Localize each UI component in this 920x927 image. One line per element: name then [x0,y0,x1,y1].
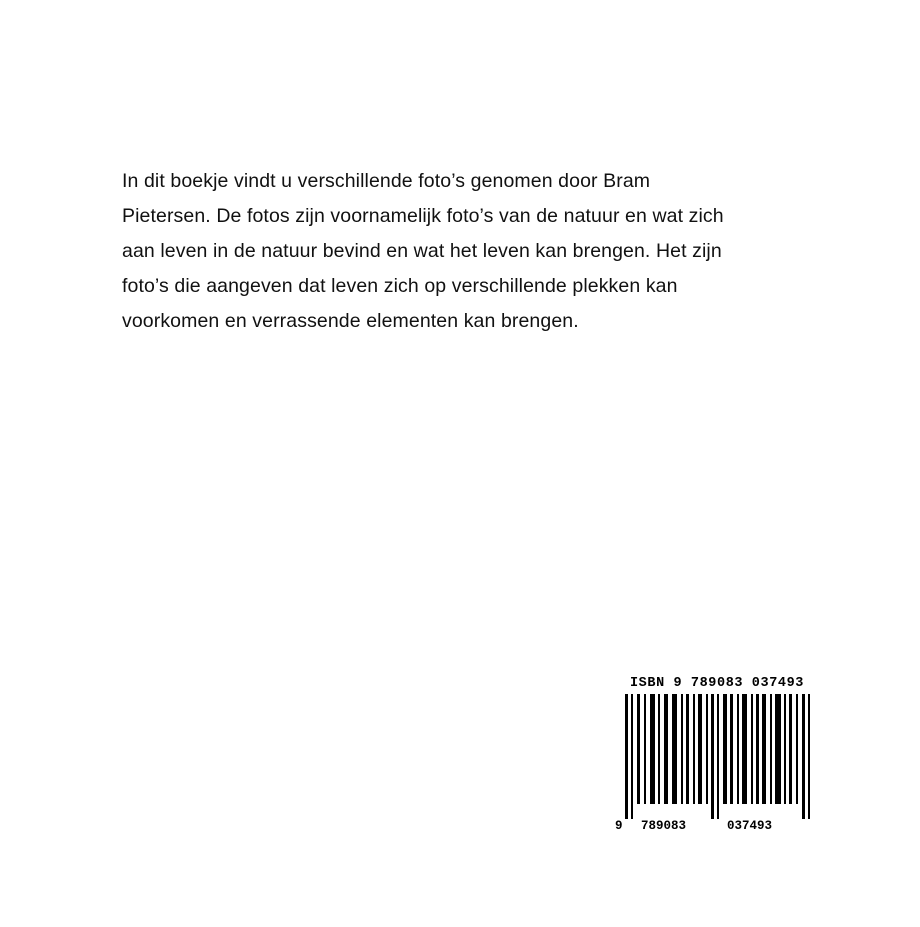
barcode-bar [796,694,798,804]
barcode-bar [625,694,628,819]
barcode-bar [681,694,683,804]
barcode-bar [742,694,747,804]
barcode-bar [658,694,660,804]
barcode-bar [737,694,739,804]
barcode-bar [789,694,792,804]
isbn-top-label: ISBN 9 789083 037493 [629,676,805,691]
barcode-bar [631,694,633,819]
barcode-bar [644,694,646,804]
barcode-bar [762,694,766,804]
barcode-bar [637,694,640,804]
barcode-bar [717,694,719,819]
barcode-bar [706,694,708,804]
barcode-bar [730,694,733,804]
isbn-barcode [615,676,819,837]
barcode-digit-group: 037493 [727,819,773,833]
barcode-bar [693,694,695,804]
barcode-bar [784,694,786,804]
barcode-bars [615,694,819,819]
barcode-bar [723,694,727,804]
barcode-digit-group: 9 [615,819,623,833]
barcode-bar [751,694,753,804]
barcode-bar [775,694,781,804]
book-blurb-text: In dit boekje vindt u verschillende foto’s genomen door Bram Pietersen. De fotos zijn voornamelijk foto’s van de natuur en wat zich aan leven in de natuur bevind en wat het leven kan brengen. Het zijn foto’s die aangeven dat leven zich op verschillende plekken kan voorkomen en verrassende elementen kan brengen. [122,169,724,332]
barcode-bar [756,694,759,804]
barcode-bar [650,694,655,804]
barcode-bar [664,694,668,804]
barcode-bar [802,694,805,819]
barcode-bar [686,694,689,804]
barcode-bar [711,694,714,819]
barcode-bar [770,694,772,804]
barcode-bar [808,694,810,819]
barcode-digit-group: 789083 [641,819,687,833]
barcode-bar [672,694,677,804]
barcode-digits [615,819,819,837]
barcode-bar [698,694,702,804]
